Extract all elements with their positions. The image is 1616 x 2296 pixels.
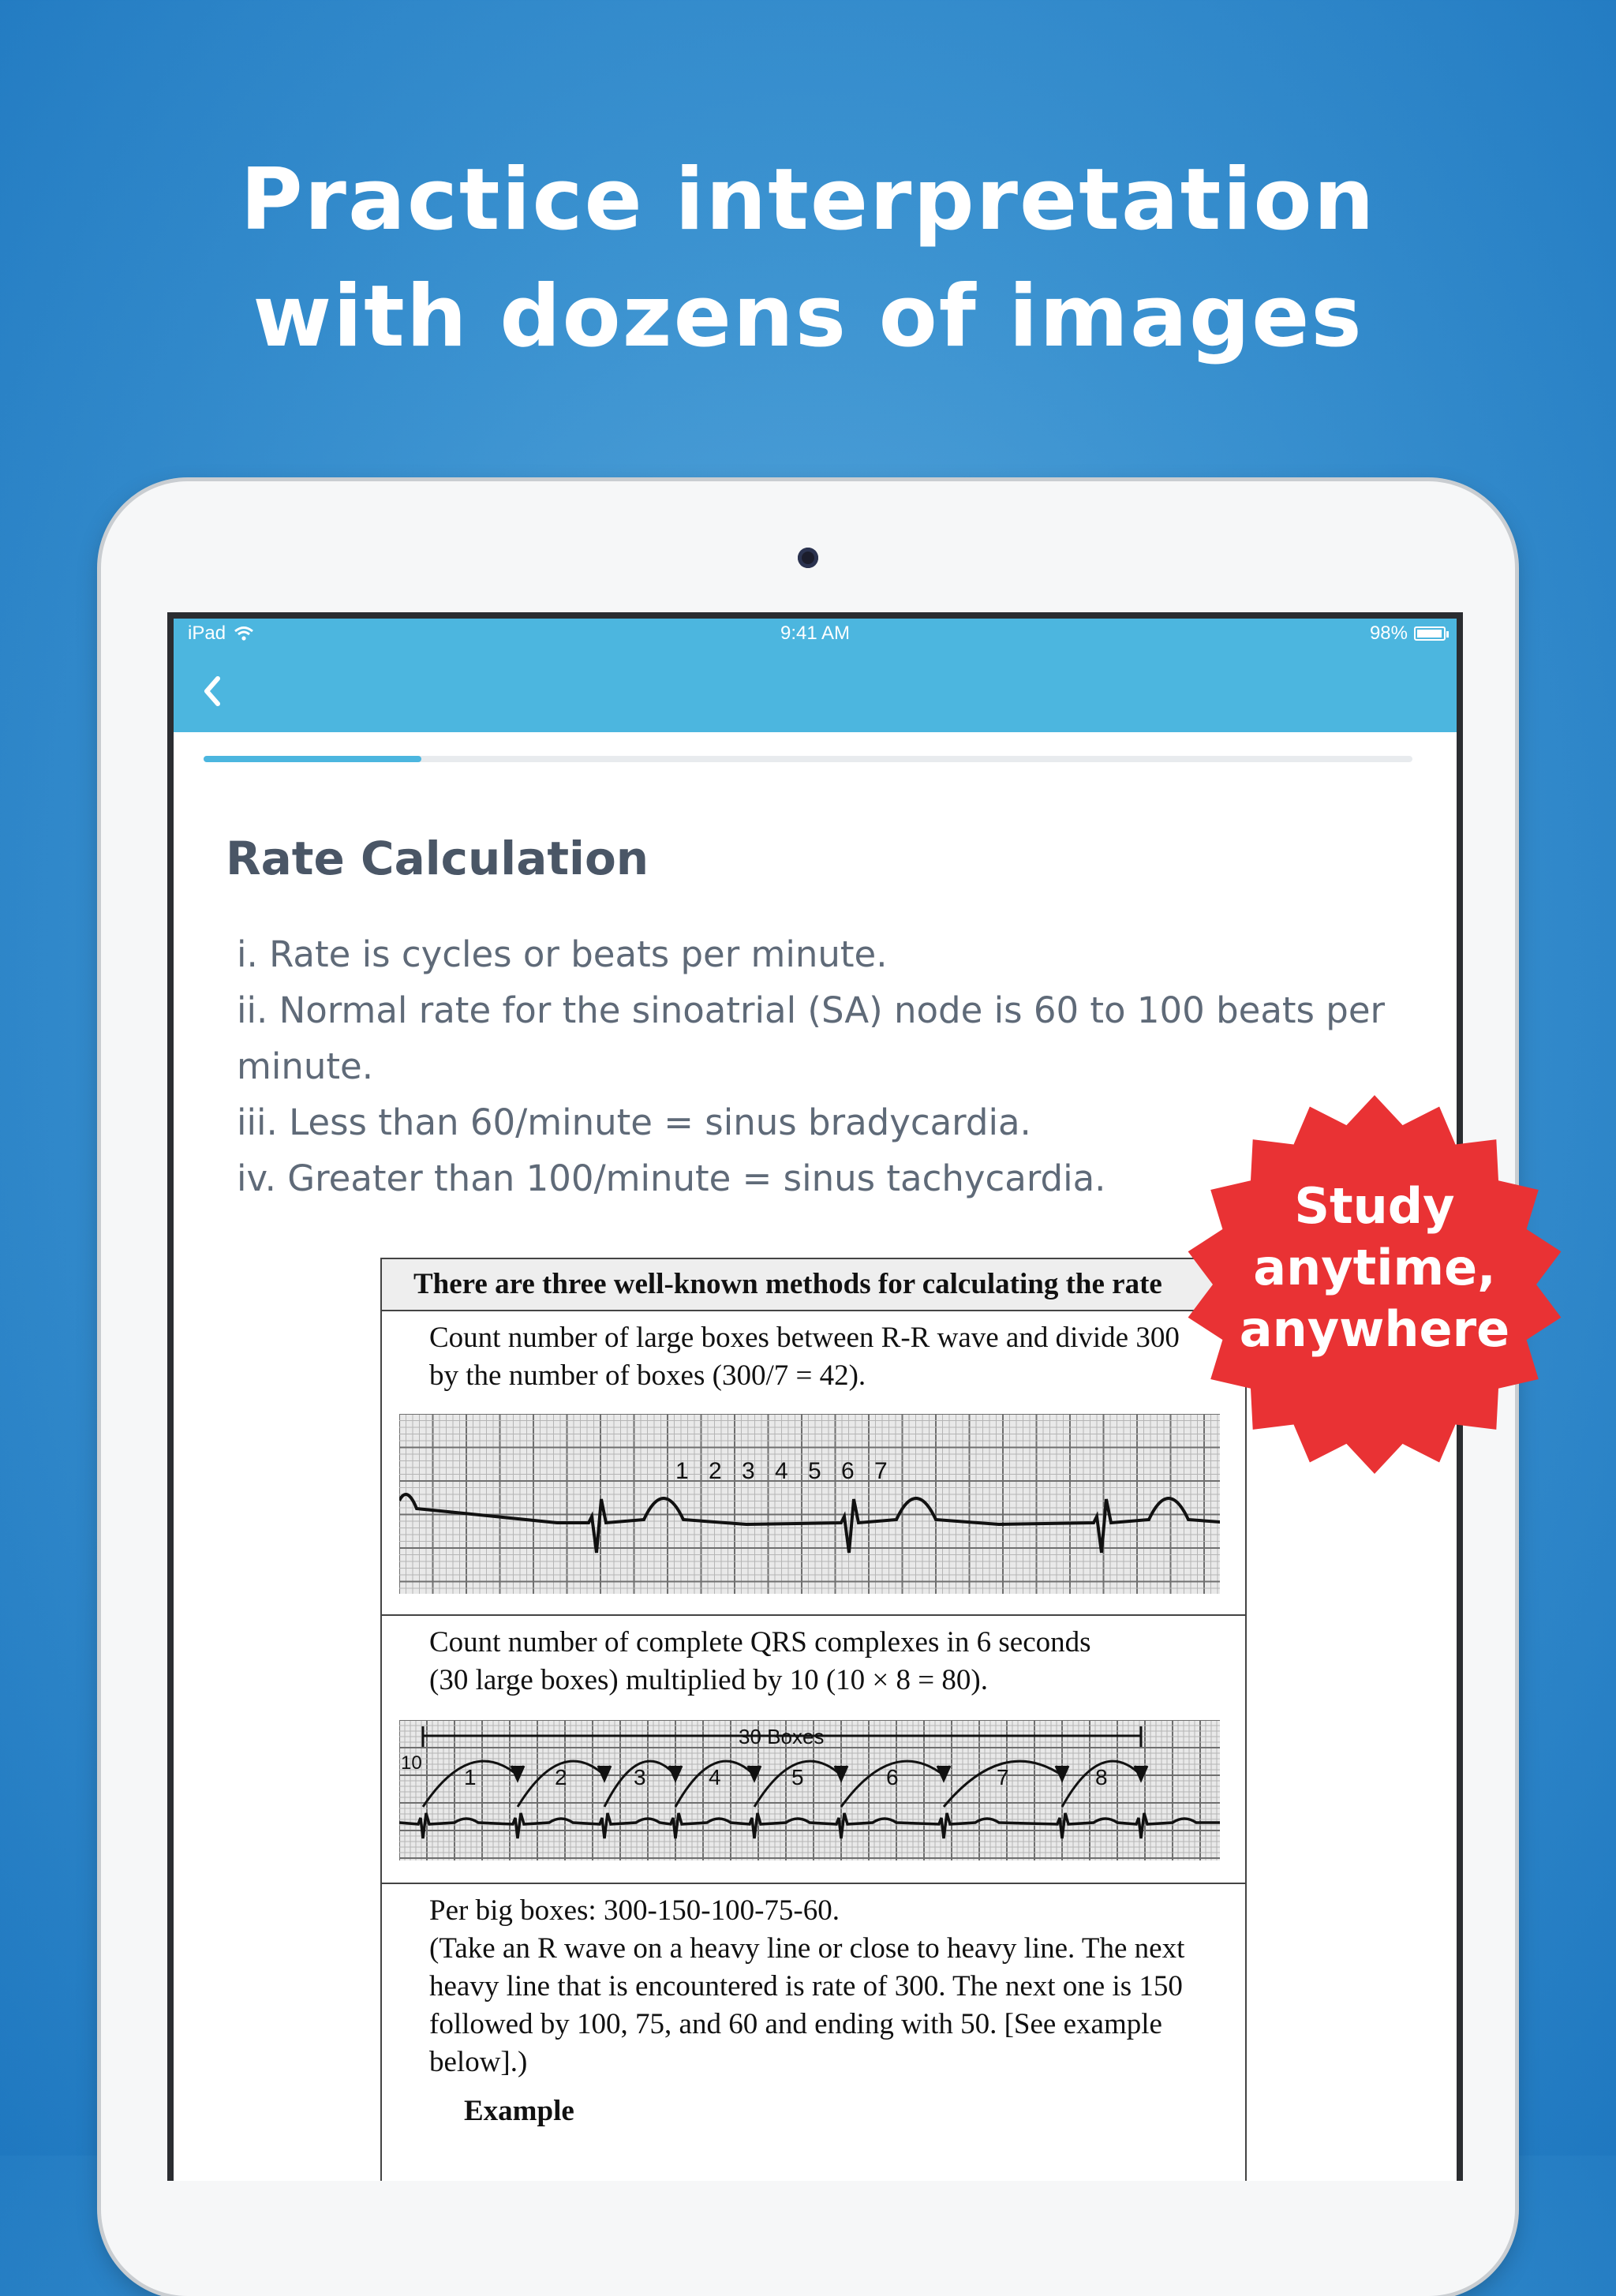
complex-number-label: 3 bbox=[634, 1765, 646, 1789]
status-time: 9:41 AM bbox=[780, 623, 851, 644]
badge-line: anywhere bbox=[1239, 1300, 1510, 1358]
left-label: 10 bbox=[401, 1752, 422, 1774]
complex-number-label: 8 bbox=[1095, 1765, 1108, 1789]
lesson-point: ii. Normal rate for the sinoatrial (SA) node is 60 to 100 beats per bbox=[237, 989, 1386, 1031]
complex-number-label: 6 bbox=[886, 1765, 899, 1789]
lesson-title: Rate Calculation bbox=[226, 832, 649, 885]
nav-bar bbox=[174, 650, 1457, 732]
rate-methods-image bbox=[380, 1258, 1247, 2181]
box-number-label: 4 bbox=[775, 1458, 788, 1484]
doc-header: There are three well-known methods for calculating the rate bbox=[382, 1259, 1245, 1311]
headline-line-2: with dozens of images bbox=[252, 267, 1364, 366]
method-1-line: Count number of large boxes between R-R wave and divide 300 bbox=[429, 1322, 1180, 1354]
camera-icon bbox=[798, 548, 818, 568]
status-bar bbox=[174, 619, 1457, 650]
method-2-text bbox=[382, 1616, 1245, 1700]
method-3-line: Per big boxes: 300-150-100-75-60. bbox=[429, 1894, 840, 1927]
box-number-label: 2 bbox=[709, 1458, 722, 1484]
method-3-line: below].) bbox=[429, 2046, 528, 2078]
box-number-label: 3 bbox=[742, 1458, 755, 1484]
headline bbox=[0, 142, 1616, 376]
method-2-line: (30 large boxes) multiplied by 10 (10 × 8 = 80). bbox=[429, 1664, 988, 1696]
badge-line: anytime, bbox=[1253, 1239, 1496, 1296]
box-number-label: 1 bbox=[675, 1458, 689, 1484]
complex-number-label: 2 bbox=[555, 1765, 567, 1789]
promo-badge-text bbox=[1185, 1176, 1564, 1360]
method-1-cell bbox=[382, 1311, 1245, 1616]
method-3-line: heavy line that is encountered is rate of 300. The next one is 150 bbox=[429, 1970, 1183, 2002]
battery-icon bbox=[1414, 626, 1446, 641]
complex-number-label: 7 bbox=[997, 1765, 1009, 1789]
method-3-line: (Take an R wave on a heavy line or close to heavy line. The next bbox=[429, 1932, 1185, 1965]
complex-number-label: 4 bbox=[709, 1765, 721, 1789]
badge-line: Study bbox=[1294, 1177, 1455, 1235]
method-2-cell bbox=[382, 1616, 1245, 1884]
method-2-line: Count number of complete QRS complexes in 6 seconds bbox=[429, 1626, 1091, 1658]
box-number-label: 7 bbox=[874, 1458, 888, 1484]
status-right bbox=[1370, 623, 1446, 645]
box-number-label: 6 bbox=[841, 1458, 855, 1484]
ecg-strip-2 bbox=[399, 1720, 1220, 1860]
battery-fill bbox=[1417, 630, 1442, 638]
progress-fill bbox=[204, 756, 421, 762]
back-button[interactable] bbox=[191, 667, 238, 715]
lesson-point: minute. bbox=[237, 1045, 374, 1087]
method-1-text bbox=[382, 1311, 1245, 1395]
example-label: Example bbox=[464, 2095, 574, 2127]
device-label: iPad bbox=[188, 623, 226, 644]
progress-bar bbox=[204, 756, 1412, 762]
complex-number-label: 5 bbox=[791, 1765, 804, 1789]
method-3-cell bbox=[382, 1884, 1245, 2130]
box-number-label: 5 bbox=[808, 1458, 821, 1484]
method-3-text bbox=[382, 1884, 1245, 2130]
chevron-left-icon bbox=[191, 667, 238, 715]
headline-line-1: Practice interpretation bbox=[240, 151, 1376, 249]
ecg-strip-1 bbox=[399, 1414, 1220, 1594]
complex-number-label: 1 bbox=[464, 1765, 477, 1789]
battery-percent: 98% bbox=[1369, 623, 1408, 644]
lesson-point: i. Rate is cycles or beats per minute. bbox=[237, 933, 888, 975]
method-3-line: followed by 100, 75, and 60 and ending with 50. [See example bbox=[429, 2008, 1162, 2040]
span-label: 30 Boxes bbox=[739, 1725, 825, 1748]
lesson-point: iii. Less than 60/minute = sinus bradycardia. bbox=[237, 1101, 1031, 1143]
method-1-line: by the number of boxes (300/7 = 42). bbox=[429, 1359, 866, 1392]
lesson-point: iv. Greater than 100/minute = sinus tachycardia. bbox=[237, 1157, 1106, 1199]
